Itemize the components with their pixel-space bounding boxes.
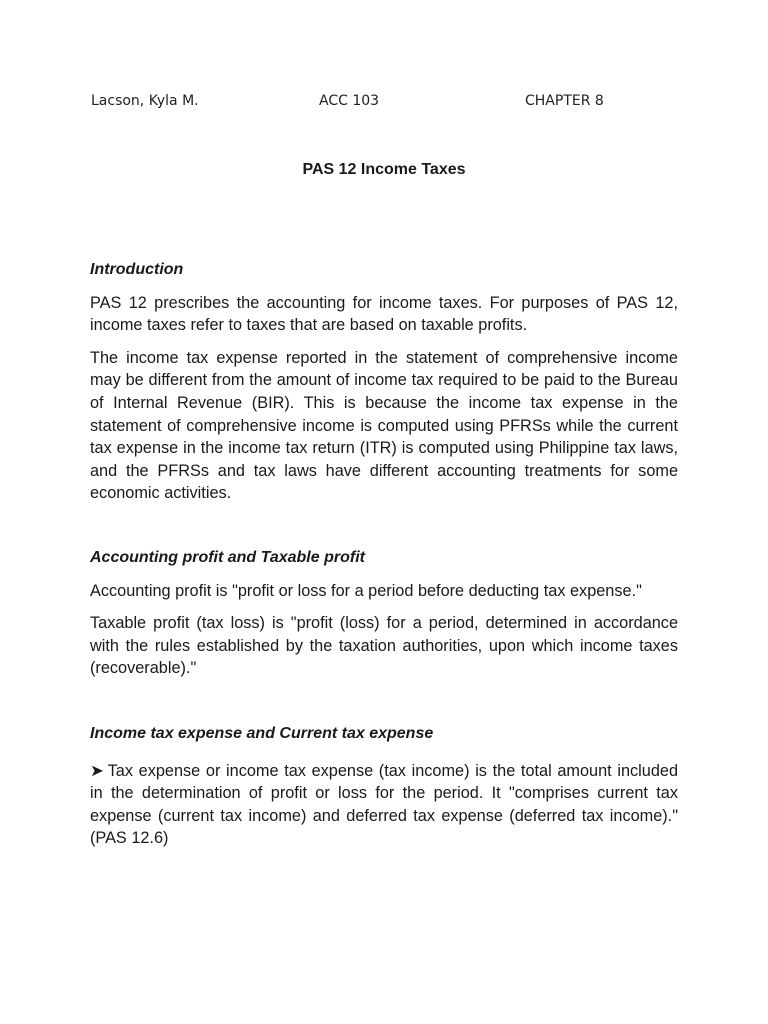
section-heading: Income tax expense and Current tax expense: [90, 725, 434, 742]
paragraph: Taxable profit (tax loss) is "profit (loss) for a period, determined in accordance with the rules established by the taxation authorities, upon which income taxes (recoverable).": [90, 614, 678, 678]
chapter-label: CHAPTER 8: [525, 93, 604, 109]
document-title: PAS 12 Income Taxes: [302, 161, 466, 178]
arrow-bullet-icon: ➤: [90, 761, 104, 780]
student-name: Lacson, Kyla M.: [91, 93, 199, 109]
bullet-item: [90, 760, 678, 850]
paragraph: The income tax expense reported in the statement of comprehensive income may be different from the amount of income tax required to be paid to the Bureau of Internal Revenue (BIR). This is because the income tax expense in the statement of comprehensive income is computed using PFRSs while the current tax expense in the income tax return (ITR) is computed using Philippine tax laws, and the PFRSs and tax laws have different accounting treatments for some economic activities.: [90, 348, 678, 503]
paragraph: Accounting profit is "profit or loss for a period before deducting tax expense.": [90, 581, 642, 600]
section-introduction: [90, 259, 678, 505]
section-income-tax-expense: [90, 723, 678, 850]
bullet-text: Tax expense or income tax expense (tax income) is the total amount included in the determination of profit or loss for the period. It "comprises current tax expense (current tax income) and deferred tax expense (deferred tax income)." (PAS 12.6): [90, 761, 678, 848]
section-heading: Accounting profit and Taxable profit: [90, 549, 365, 566]
section-accounting-profit: [90, 547, 678, 680]
paragraph: PAS 12 prescribes the accounting for income taxes. For purposes of PAS 12, income taxes refer to taxes that are based on taxable profits.: [90, 293, 678, 335]
course-code: ACC 103: [319, 93, 380, 109]
document-header: [0, 93, 768, 115]
section-heading: Introduction: [90, 261, 184, 278]
